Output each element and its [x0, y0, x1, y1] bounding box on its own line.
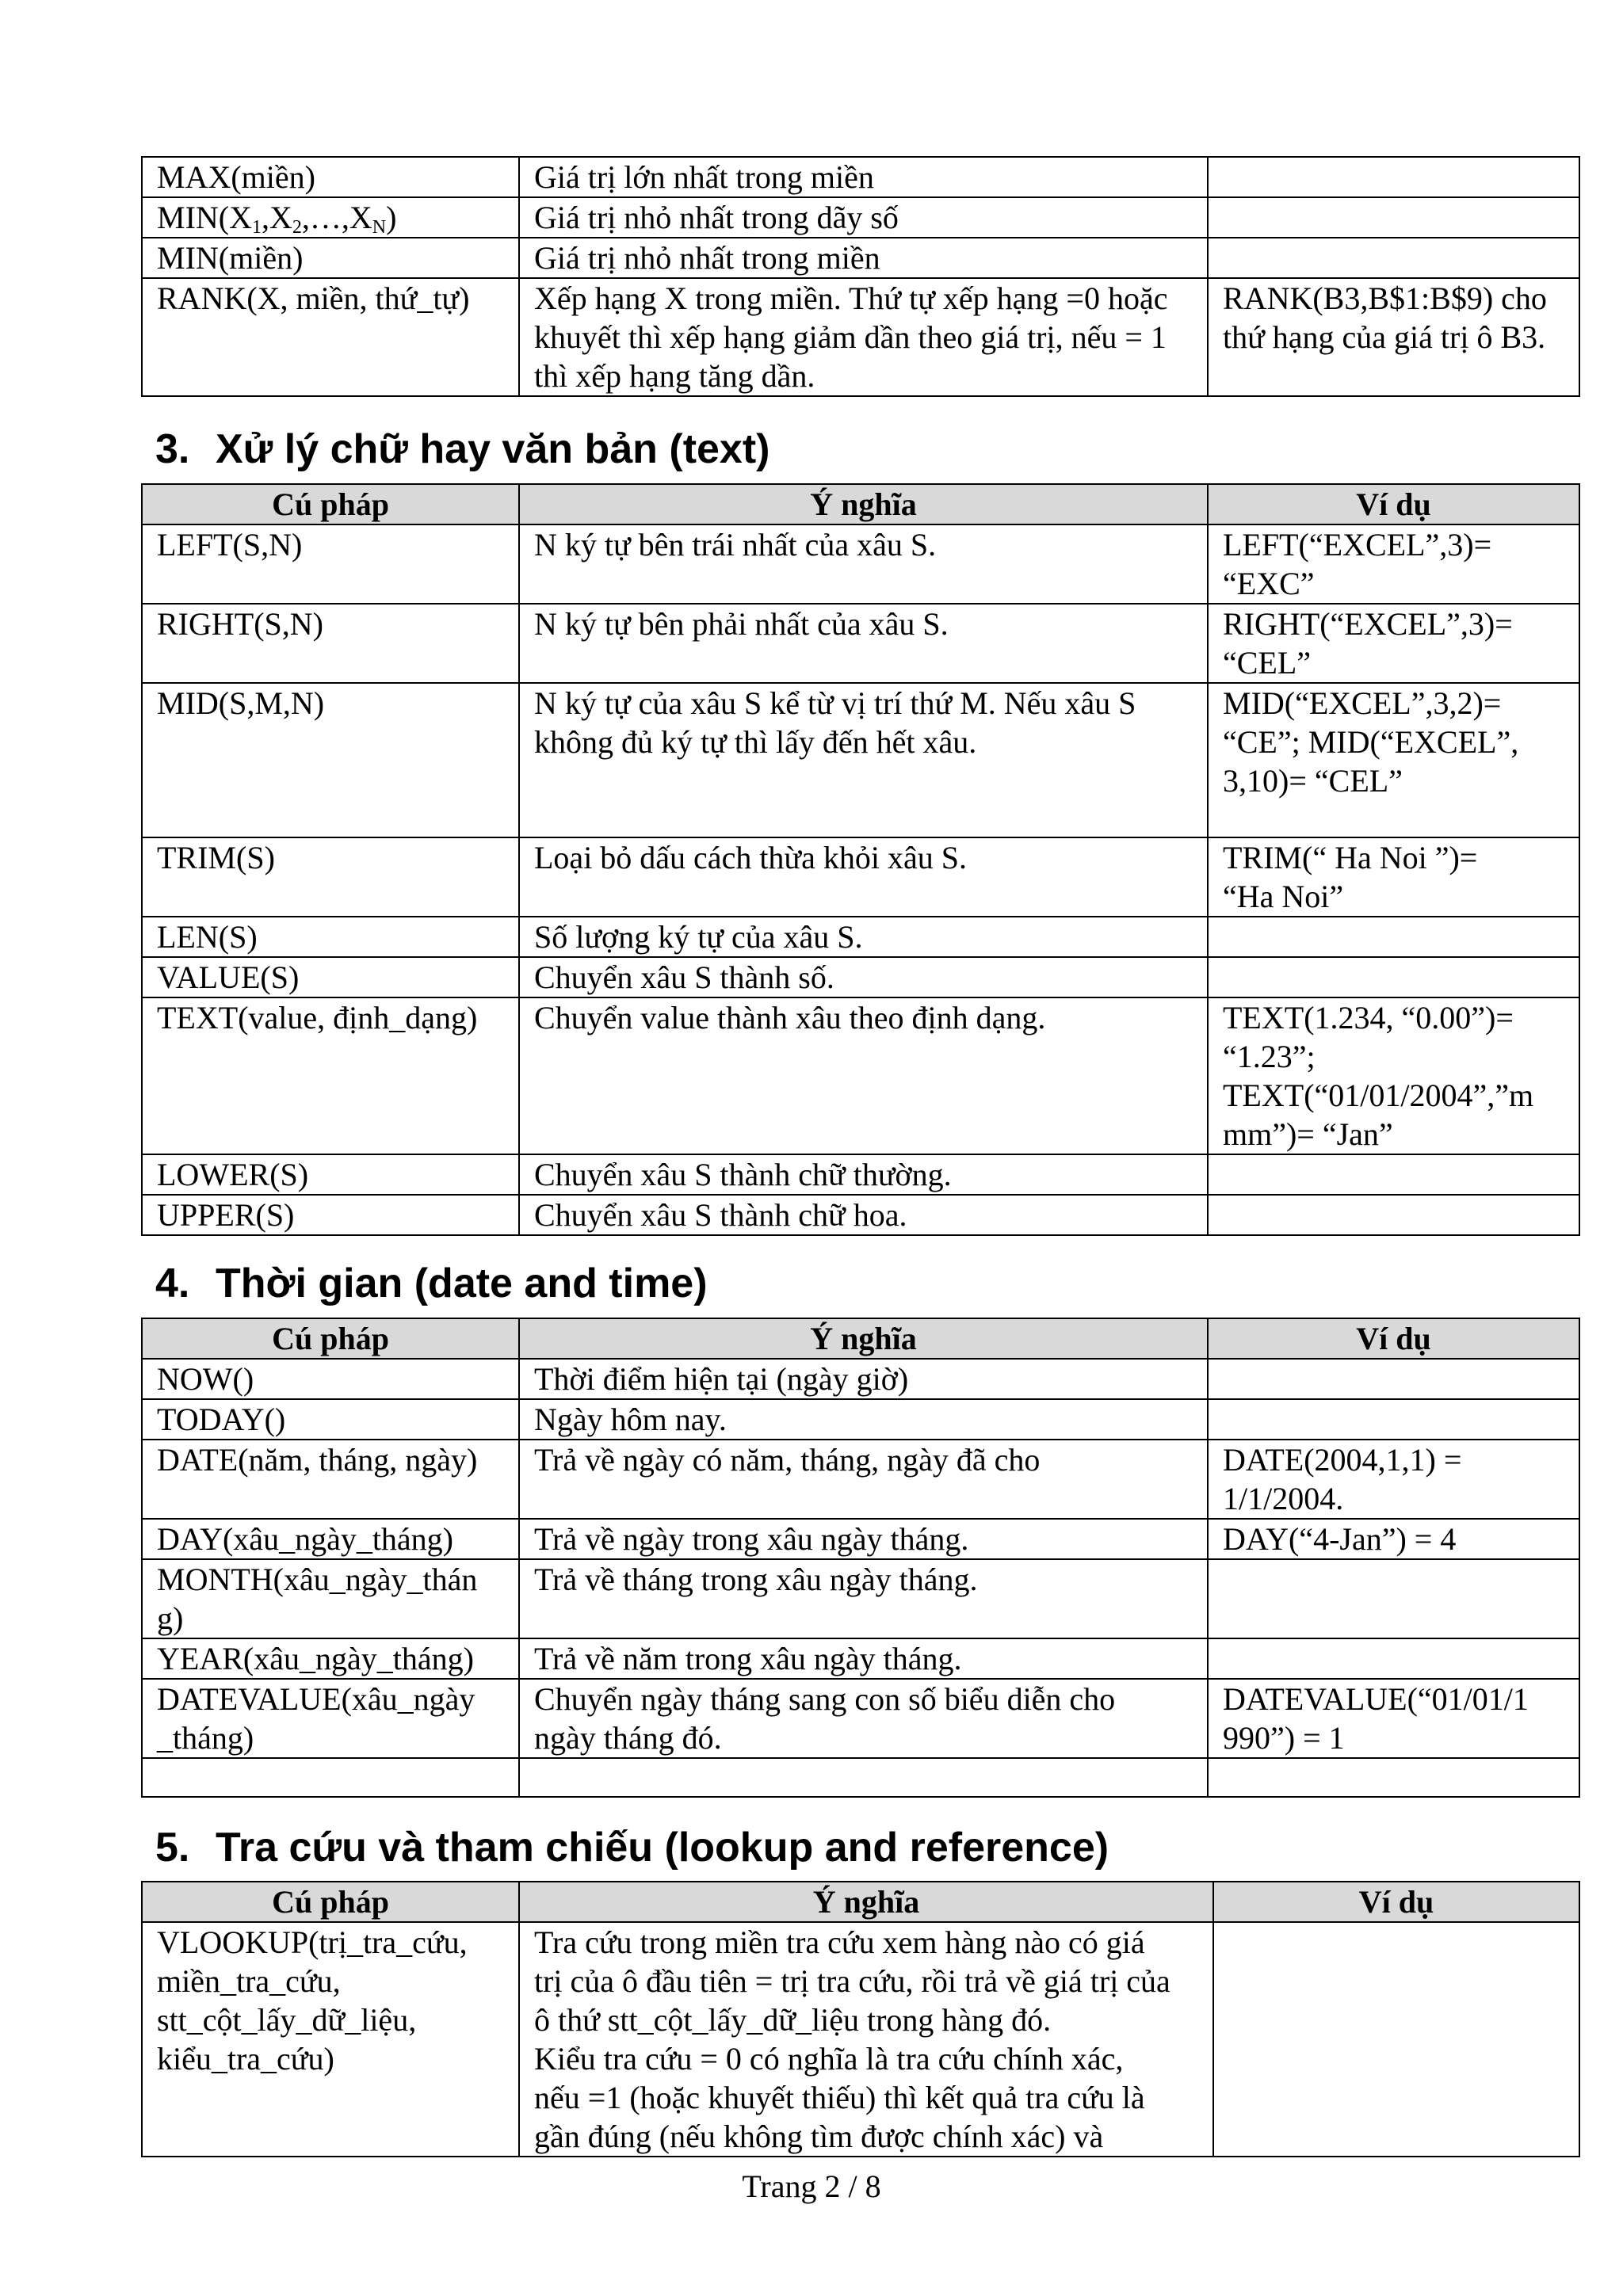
- syntax-cell: LEFT(S,N): [142, 524, 519, 604]
- table-header-row: [142, 1882, 1579, 1922]
- meaning-cell: N ký tự của xâu S kể từ vị trí thứ M. Nếu xâu S không đủ ký tự thì lấy đến hết xâu.: [519, 683, 1208, 837]
- meaning-cell: N ký tự bên trái nhất của xâu S.: [519, 524, 1208, 604]
- syntax-cell: YEAR(xâu_ngày_tháng): [142, 1638, 519, 1679]
- meaning-cell: Thời điểm hiện tại (ngày giờ): [519, 1359, 1208, 1399]
- column-header-meaning: Ý nghĩa: [519, 1318, 1208, 1359]
- syntax-cell: VALUE(S): [142, 957, 519, 997]
- datetime-functions-table: [141, 1318, 1580, 1798]
- meaning-cell: Ngày hôm nay.: [519, 1399, 1208, 1440]
- meaning-cell: Trả về tháng trong xâu ngày tháng.: [519, 1559, 1208, 1638]
- meaning-cell: Chuyển xâu S thành số.: [519, 957, 1208, 997]
- example-cell: DATEVALUE(“01/01/1 990”) = 1: [1208, 1679, 1579, 1758]
- example-cell: [1208, 1758, 1579, 1797]
- meaning-cell: Chuyển value thành xâu theo định dạng.: [519, 997, 1208, 1154]
- section-heading-datetime: [155, 1260, 708, 1307]
- table-row: [142, 1195, 1579, 1235]
- meaning-cell: Tra cứu trong miền tra cứu xem hàng nào có giá trị của ô đầu tiên = trị tra cứu, rồi trả về giá trị của ô thứ stt_cột_lấy_dữ_liệu trong hàng đó. Kiểu tra cứu = 0 có nghĩa là tra cứu chính xác, nếu =1 (hoặc khuyết thiếu) thì kết quả tra cứu là gần đúng (nếu không tìm được chính xác) và: [519, 1922, 1213, 2157]
- aggregate-functions-table: [141, 156, 1580, 397]
- table-row: [142, 1359, 1579, 1399]
- example-cell: [1208, 917, 1579, 957]
- example-cell: MID(“EXCEL”,3,2)= “CE”; MID(“EXCEL”, 3,10)= “CEL”: [1208, 683, 1579, 837]
- table-header-row: [142, 484, 1579, 524]
- syntax-cell: [142, 1758, 519, 1797]
- section-number: 4.: [155, 1261, 190, 1306]
- example-cell: [1208, 1154, 1579, 1195]
- section-title: Thời gian (date and time): [216, 1261, 708, 1306]
- section-number: 3.: [155, 426, 190, 472]
- syntax-cell: MAX(miền): [142, 157, 519, 197]
- section-title: Tra cứu và tham chiếu (lookup and reference): [216, 1825, 1109, 1871]
- table-row: [142, 1638, 1579, 1679]
- example-cell: RANK(B3,B$1:B$9) cho thứ hạng của giá trị ô B3.: [1208, 278, 1579, 396]
- column-header-syntax: Cú pháp: [142, 1882, 519, 1922]
- table-row: [142, 837, 1579, 917]
- section-heading-lookup: [155, 1824, 1109, 1871]
- syntax-cell: NOW(): [142, 1359, 519, 1399]
- example-cell: DAY(“4-Jan”) = 4: [1208, 1519, 1579, 1559]
- table-row: [142, 917, 1579, 957]
- table-row: [142, 1440, 1579, 1519]
- example-cell: [1208, 1359, 1579, 1399]
- table-row: [142, 278, 1579, 396]
- example-cell: [1208, 1638, 1579, 1679]
- syntax-cell: MID(S,M,N): [142, 683, 519, 837]
- example-cell: [1208, 1195, 1579, 1235]
- table-row: [142, 997, 1579, 1154]
- meaning-cell: Trả về ngày có năm, tháng, ngày đã cho: [519, 1440, 1208, 1519]
- table-header-row: [142, 1318, 1579, 1359]
- syntax-cell: TEXT(value, định_dạng): [142, 997, 519, 1154]
- column-header-example: Ví dụ: [1208, 1318, 1579, 1359]
- syntax-cell: TRIM(S): [142, 837, 519, 917]
- meaning-cell: Trả về ngày trong xâu ngày tháng.: [519, 1519, 1208, 1559]
- section-heading-text: [155, 425, 770, 473]
- meaning-cell: [519, 1758, 1208, 1797]
- table-row: [142, 197, 1579, 238]
- meaning-cell: Giá trị lớn nhất trong miền: [519, 157, 1208, 197]
- meaning-cell: N ký tự bên phải nhất của xâu S.: [519, 604, 1208, 683]
- meaning-cell: Giá trị nhỏ nhất trong miền: [519, 238, 1208, 278]
- lookup-functions-table: [141, 1881, 1580, 2157]
- example-cell: [1208, 1559, 1579, 1638]
- syntax-cell: DAY(xâu_ngày_tháng): [142, 1519, 519, 1559]
- table-row: [142, 1758, 1579, 1797]
- table-row: [142, 1922, 1579, 2157]
- syntax-cell: TODAY(): [142, 1399, 519, 1440]
- example-cell: RIGHT(“EXCEL”,3)= “CEL”: [1208, 604, 1579, 683]
- example-cell: TEXT(1.234, “0.00”)= “1.23”; TEXT(“01/01/2004”,”m mm”)= “Jan”: [1208, 997, 1579, 1154]
- page-number: Trang 2 / 8: [742, 2168, 881, 2204]
- example-cell: [1208, 1399, 1579, 1440]
- meaning-cell: Loại bỏ dấu cách thừa khỏi xâu S.: [519, 837, 1208, 917]
- example-cell: [1213, 1922, 1579, 2157]
- table-row: [142, 1519, 1579, 1559]
- meaning-cell: Chuyển xâu S thành chữ hoa.: [519, 1195, 1208, 1235]
- syntax-cell: MIN(miền): [142, 238, 519, 278]
- column-header-meaning: Ý nghĩa: [519, 484, 1208, 524]
- column-header-example: Ví dụ: [1213, 1882, 1579, 1922]
- column-header-syntax: Cú pháp: [142, 1318, 519, 1359]
- meaning-cell: Giá trị nhỏ nhất trong dãy số: [519, 197, 1208, 238]
- syntax-cell: VLOOKUP(trị_tra_cứu, miền_tra_cứu, stt_cột_lấy_dữ_liệu, kiểu_tra_cứu): [142, 1922, 519, 2157]
- example-cell: TRIM(“ Ha Noi ”)= “Ha Noi”: [1208, 837, 1579, 917]
- table-row: [142, 604, 1579, 683]
- example-cell: LEFT(“EXCEL”,3)= “EXC”: [1208, 524, 1579, 604]
- meaning-cell: Chuyển xâu S thành chữ thường.: [519, 1154, 1208, 1195]
- table-row: [142, 957, 1579, 997]
- example-cell: [1208, 238, 1579, 278]
- syntax-cell: UPPER(S): [142, 1195, 519, 1235]
- column-header-example: Ví dụ: [1208, 484, 1579, 524]
- section-number: 5.: [155, 1825, 190, 1871]
- example-cell: DATE(2004,1,1) = 1/1/2004.: [1208, 1440, 1579, 1519]
- meaning-cell: Trả về năm trong xâu ngày tháng.: [519, 1638, 1208, 1679]
- syntax-cell: MONTH(xâu_ngày_thán g): [142, 1559, 519, 1638]
- table-row: [142, 524, 1579, 604]
- table-row: [142, 1559, 1579, 1638]
- example-cell: [1208, 157, 1579, 197]
- column-header-syntax: Cú pháp: [142, 484, 519, 524]
- meaning-cell: Xếp hạng X trong miền. Thứ tự xếp hạng =0 hoặc khuyết thì xếp hạng giảm dần theo giá trị, nếu = 1 thì xếp hạng tăng dần.: [519, 278, 1208, 396]
- syntax-cell: RANK(X, miền, thứ_tự): [142, 278, 519, 396]
- meaning-cell: Chuyển ngày tháng sang con số biểu diễn cho ngày tháng đó.: [519, 1679, 1208, 1758]
- syntax-cell: LEN(S): [142, 917, 519, 957]
- table-row: [142, 683, 1579, 837]
- syntax-cell: $MIN(X_1,X_2,\dots,X_N)$: [142, 197, 519, 238]
- table-row: [142, 1399, 1579, 1440]
- syntax-cell: RIGHT(S,N): [142, 604, 519, 683]
- syntax-cell: LOWER(S): [142, 1154, 519, 1195]
- table-row: [142, 1154, 1579, 1195]
- table-row: [142, 157, 1579, 197]
- syntax-cell: DATEVALUE(xâu_ngày _tháng): [142, 1679, 519, 1758]
- section-title: Xử lý chữ hay văn bản (text): [216, 426, 770, 472]
- syntax-cell: DATE(năm, tháng, ngày): [142, 1440, 519, 1519]
- example-cell: [1208, 197, 1579, 238]
- column-header-meaning: Ý nghĩa: [519, 1882, 1213, 1922]
- example-cell: [1208, 957, 1579, 997]
- table-row: [142, 1679, 1579, 1758]
- table-row: [142, 238, 1579, 278]
- text-functions-table: [141, 483, 1580, 1236]
- meaning-cell: Số lượng ký tự của xâu S.: [519, 917, 1208, 957]
